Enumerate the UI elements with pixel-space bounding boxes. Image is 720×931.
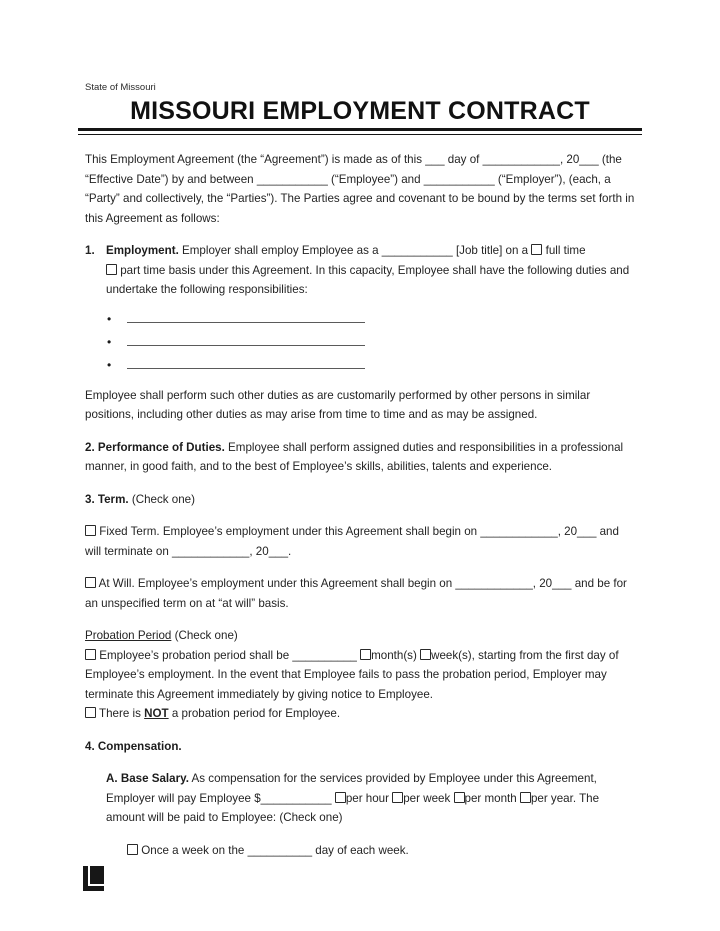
fixed-term-label: Fixed Term. — [99, 525, 160, 538]
employment-text-continued: basis under this Agreement. In this capacity, Employee shall have the following duties and undertake the following responsibilities: — [106, 263, 630, 296]
duty-item — [107, 308, 635, 331]
probation-option1-text: Employee’s probation period shall be __________ — [99, 648, 357, 662]
performance-text: Employee shall perform assigned duties and responsibilities in a professional manner, in good faith, and to the best of Employee’s skills, abilities, talents and experience. — [85, 440, 624, 473]
per-month-label: per month — [464, 791, 517, 805]
checkbox-once-a-week[interactable] — [127, 844, 138, 855]
checkbox-months[interactable] — [360, 649, 371, 660]
compensation-heading: 4. Compensation. — [85, 739, 182, 753]
once-a-week-text: Once a week on the __________ day of each week. — [141, 843, 409, 857]
employment-text: Employer shall employ Employee as a ___________ [Job title] on a — [182, 244, 529, 257]
duty-blank-line[interactable] — [127, 332, 365, 346]
probation-section — [85, 626, 635, 724]
employment-clause — [85, 241, 635, 300]
term-heading: 3. Term. — [85, 492, 129, 506]
bullet-icon: • — [107, 357, 112, 372]
duty-item — [107, 331, 635, 354]
duty-blank-line[interactable] — [127, 355, 365, 369]
performance-clause — [85, 438, 635, 477]
page-title: MISSOURI EMPLOYMENT CONTRACT — [130, 97, 590, 125]
no-probation-text-after: a probation period for Employee. — [171, 707, 341, 720]
checkbox-probation-period[interactable] — [85, 649, 96, 660]
at-will-text: Employee’s employment under this Agreement shall begin on ____________, 20___ and be for an unspecified term on at “at will” basis. — [85, 577, 627, 610]
checkbox-full-time[interactable] — [531, 244, 542, 255]
clause-number: 1. — [85, 244, 95, 257]
per-year-label: per year. — [530, 791, 577, 805]
at-will-option — [85, 574, 635, 613]
state-label: State of Missouri — [85, 82, 156, 93]
no-probation-text-before: There is — [99, 707, 141, 720]
bullet-icon: • — [107, 311, 112, 326]
once-a-week-option — [85, 841, 635, 861]
logo-shape — [90, 866, 104, 884]
performance-heading: 2. Performance of Duties. — [85, 440, 225, 454]
fixed-term-text: Employee’s employment under this Agreement shall begin on ____________, 20___ and will terminate on ____________, 20___. — [85, 525, 619, 558]
full-time-label: full time — [545, 244, 586, 257]
duty-item — [107, 354, 635, 377]
checkbox-per-year[interactable] — [520, 792, 531, 803]
employment-heading: Employment. — [106, 244, 179, 257]
legal-templates-logo — [83, 866, 104, 891]
term-check-one: (Check one) — [131, 492, 195, 506]
duties-list — [85, 308, 635, 377]
checkbox-part-time[interactable] — [106, 264, 117, 275]
compensation-clause-heading — [85, 737, 635, 757]
base-salary-text: As compensation for the services provided by Employee under this Agreement, Employer will pay Employee $___________ — [106, 772, 597, 805]
duty-blank-line[interactable] — [127, 309, 365, 323]
checkbox-no-probation[interactable] — [85, 707, 96, 718]
checkbox-weeks[interactable] — [420, 649, 431, 660]
per-week-label: per week — [403, 791, 451, 805]
per-hour-label: per hour — [345, 791, 389, 805]
title-underline — [78, 128, 642, 135]
not-emphasis: NOT — [144, 707, 169, 720]
base-salary-clause — [85, 769, 635, 828]
months-label: month(s) — [371, 648, 417, 662]
payment-method-text: The amount will be paid to Employee: (Check one) — [106, 791, 600, 824]
checkbox-per-hour[interactable] — [335, 792, 346, 803]
probation-check-one: (Check one) — [174, 629, 238, 642]
fixed-term-option — [85, 522, 635, 561]
part-time-label: part time — [120, 263, 166, 277]
logo-shape — [83, 886, 104, 891]
checkbox-per-month[interactable] — [454, 792, 465, 803]
weeks-label: week(s), starting from the first day of Employee’s employment. In the event that Employee fails to pass the probation period, Employer may terminate this Agreement immediately by giving notice to Employee. — [85, 648, 619, 701]
term-clause-heading — [85, 490, 635, 510]
other-duties-paragraph: Employee shall perform such other duties as are customarily performed by other persons in similar positions, including other duties as may arise from time to time and as may be assigned. — [85, 388, 591, 421]
intro-paragraph: This Employment Agreement (the “Agreement”) is made as of this ___ day of ____________, 20___ (the “Effective Date”) by and between ___________ (“Employee”) and ___________ (“Employer”), (each, a “Party” and collectively, the “Parties”). The Parties agree and covenant to be bound by the terms set forth in this Agreement as follows: — [85, 153, 635, 225]
checkbox-per-week[interactable] — [392, 792, 403, 803]
checkbox-fixed-term[interactable] — [85, 525, 96, 536]
checkbox-at-will[interactable] — [85, 577, 96, 588]
probation-heading: Probation Period — [85, 629, 172, 642]
bullet-icon: • — [107, 334, 112, 349]
base-salary-label: A. Base Salary. — [106, 772, 189, 785]
at-will-label: At Will. — [98, 577, 135, 590]
